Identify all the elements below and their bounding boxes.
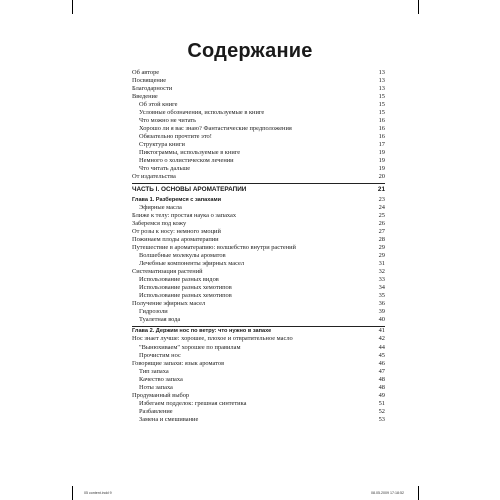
toc-entry-page: 44 xyxy=(378,343,385,351)
toc-entry-page: 53 xyxy=(378,415,385,423)
toc-entry xyxy=(132,173,385,181)
toc-entry xyxy=(132,196,385,204)
toc-entry-page: 31 xyxy=(378,260,385,268)
toc-entry-page: 15 xyxy=(378,101,385,109)
toc-entry-page: 13 xyxy=(378,77,385,85)
toc-entry xyxy=(132,101,385,109)
toc-entry-page: 49 xyxy=(378,391,385,399)
toc-entry xyxy=(132,93,385,101)
toc-entry xyxy=(132,85,385,93)
toc-entry-page: 48 xyxy=(378,383,385,391)
toc-entry-page: 29 xyxy=(378,244,385,252)
toc-entry-page: 20 xyxy=(378,173,385,181)
toc-entry-page: 36 xyxy=(378,300,385,308)
toc-entry-title: Путешествие в ароматерапию: волшебство внутри растений xyxy=(132,244,296,252)
toc-entry-page: 39 xyxy=(378,308,385,316)
toc-entry-page: 27 xyxy=(378,228,385,236)
toc-entry-title: Нос знает лучше: хорошее, плохое и отвратительное масло xyxy=(132,335,293,343)
toc-entry-title: Использование разных видов xyxy=(139,276,219,284)
toc-entry xyxy=(132,117,385,125)
toc-entry xyxy=(132,376,385,384)
toc-entry-title: Туалетная вода xyxy=(139,316,181,324)
crop-mark xyxy=(72,0,73,14)
toc-entry xyxy=(132,244,385,252)
toc-entry xyxy=(132,69,385,77)
toc-entry xyxy=(132,77,385,85)
toc-entry-title: Разбавление xyxy=(139,407,173,415)
toc-entry xyxy=(132,300,385,308)
toc-entry-page: 16 xyxy=(378,117,385,125)
toc-entry-title: Замена и смешивание xyxy=(139,415,199,423)
toc-entry-page: 51 xyxy=(378,399,385,407)
table-of-contents xyxy=(132,69,385,424)
toc-entry-page: 45 xyxy=(378,351,385,359)
toc-entry xyxy=(132,149,385,157)
footer-file-label: 05 content.indd 9 xyxy=(84,491,112,495)
toc-entry-title: Посвящение xyxy=(132,77,167,85)
toc-entry xyxy=(132,352,385,360)
toc-entry-page: 21 xyxy=(377,186,385,194)
toc-entry-title: Глава 2. Держим нос по ветру: что нужно в запахе xyxy=(132,328,272,335)
footer-timestamp: 08.05.2009 17:18:52 xyxy=(371,491,404,495)
toc-entry-page: 28 xyxy=(378,236,385,244)
toc-entry-title: Пожинаем плоды ароматерапии xyxy=(132,236,219,244)
toc-entry-page: 19 xyxy=(378,149,385,157)
toc-entry xyxy=(132,141,385,149)
toc-entry xyxy=(132,125,385,133)
toc-entry-title: Что можно не читать xyxy=(139,117,197,125)
toc-entry-title: Ноты запаха xyxy=(139,383,173,391)
toc-entry-title: Качество запаха xyxy=(139,375,183,383)
toc-entry-page: 40 xyxy=(378,316,385,324)
toc-entry-title: Благодарности xyxy=(132,85,173,93)
toc-entry-page: 15 xyxy=(378,109,385,117)
toc-entry xyxy=(132,165,385,173)
toc-entry xyxy=(132,109,385,117)
toc-entry-page: 35 xyxy=(378,292,385,300)
toc-entry xyxy=(132,276,385,284)
toc-entry-title: Немного о холистическом лечении xyxy=(139,157,234,165)
toc-entry-page: 16 xyxy=(378,133,385,141)
toc-entry-page: 15 xyxy=(378,93,385,101)
toc-entry-title: Прочистим нос xyxy=(139,351,181,359)
toc-entry-title: Гидрозоли xyxy=(139,308,168,316)
toc-entry xyxy=(132,384,385,392)
toc-entry xyxy=(132,252,385,260)
print-footer xyxy=(0,491,500,497)
toc-entry-page: 19 xyxy=(378,165,385,173)
toc-entry-title: Что читать дальше xyxy=(139,165,191,173)
toc-entry xyxy=(132,183,385,196)
toc-entry xyxy=(132,228,385,236)
toc-entry-page: 17 xyxy=(378,141,385,149)
toc-entry xyxy=(132,392,385,400)
toc-entry xyxy=(132,284,385,292)
toc-entry-page: 32 xyxy=(378,268,385,276)
toc-entry-page: 25 xyxy=(378,212,385,220)
toc-entry-page: 13 xyxy=(378,69,385,76)
toc-entry-title: Эфирные масла xyxy=(139,204,182,212)
toc-entry-title: Избегаем подделок: грешная синтетика xyxy=(139,399,247,407)
toc-entry xyxy=(132,408,385,416)
toc-entry-page: 16 xyxy=(378,125,385,133)
toc-entry xyxy=(132,400,385,408)
toc-entry-title: Хорошо ли я вас знаю? Фантастические предположения xyxy=(139,125,292,133)
toc-entry-title: Ближе к телу: простая наука о запахах xyxy=(132,212,237,220)
toc-entry-title: Получение эфирных масел xyxy=(132,300,206,308)
toc-entry xyxy=(132,360,385,368)
toc-entry-page: 41 xyxy=(378,327,385,335)
toc-entry-page: 52 xyxy=(378,407,385,415)
toc-entry xyxy=(132,220,385,228)
toc-entry-page: 48 xyxy=(378,375,385,383)
toc-entry-page: 34 xyxy=(378,284,385,292)
toc-entry xyxy=(132,308,385,316)
toc-entry xyxy=(132,335,385,343)
toc-entry-page: 33 xyxy=(378,276,385,284)
toc-entry-page: 29 xyxy=(378,252,385,260)
toc-entry xyxy=(132,316,385,324)
toc-entry xyxy=(132,416,385,424)
toc-entry xyxy=(132,157,385,165)
toc-entry-title: Говорящие запахи: язык ароматов xyxy=(132,359,225,367)
toc-entry-title: ЧАСТЬ I. ОСНОВЫ АРОМАТЕРАПИИ xyxy=(132,186,247,194)
toc-entry-title: Использование разных хемотипов xyxy=(139,284,232,292)
toc-entry-title: Пиктограммы, используемые в книге xyxy=(139,149,241,157)
toc-entry-title: Тип запаха xyxy=(139,367,169,375)
toc-entry-title: Введение xyxy=(132,93,158,101)
toc-entry-page: 47 xyxy=(378,367,385,375)
toc-entry-title: Структура книги xyxy=(139,141,185,149)
toc-entry-title: Условные обозначения, используемые в книге xyxy=(139,109,265,117)
toc-entry-page: 13 xyxy=(378,85,385,93)
toc-entry-title: Лечебные компоненты эфирных масел xyxy=(139,260,245,268)
crop-mark xyxy=(418,0,419,14)
toc-entry-page: 26 xyxy=(378,220,385,228)
toc-entry-title: Заберемся под кожу xyxy=(132,220,187,228)
toc-entry xyxy=(132,212,385,220)
toc-entry-title: Систематизация растений xyxy=(132,268,203,276)
toc-entry-page: 24 xyxy=(378,204,385,212)
toc-entry xyxy=(132,292,385,300)
toc-entry xyxy=(132,133,385,141)
toc-entry-title: Волшебные молекулы ароматов xyxy=(139,252,226,260)
toc-entry-title: От розы к носу: немного эмоций xyxy=(132,228,221,236)
toc-entry-page: 46 xyxy=(378,359,385,367)
toc-entry xyxy=(132,344,385,352)
toc-entry-title: Об этой книге xyxy=(139,101,178,109)
toc-entry-title: Об авторе xyxy=(132,69,160,76)
toc-entry-title: Продуманный выбор xyxy=(132,391,190,399)
toc-entry xyxy=(132,204,385,212)
toc-entry-title: От издательства xyxy=(132,173,176,181)
toc-entry-title: "Вынюхиваем" хорошее по правилам xyxy=(139,343,241,351)
toc-entry-page: 23 xyxy=(378,196,385,204)
toc-entry xyxy=(132,268,385,276)
toc-entry-title: Глава 1. Разберемся с запахами xyxy=(132,197,222,204)
toc-entry xyxy=(132,236,385,244)
page-title: Содержание xyxy=(187,40,313,62)
toc-entry-title: Использование разных хемотипов xyxy=(139,292,232,300)
toc-entry xyxy=(132,368,385,376)
toc-entry-page: 19 xyxy=(378,157,385,165)
toc-entry xyxy=(132,260,385,268)
toc-entry xyxy=(132,326,385,335)
toc-entry-page: 42 xyxy=(378,335,385,343)
toc-entry-title: Обязательно прочтите это! xyxy=(139,133,212,141)
